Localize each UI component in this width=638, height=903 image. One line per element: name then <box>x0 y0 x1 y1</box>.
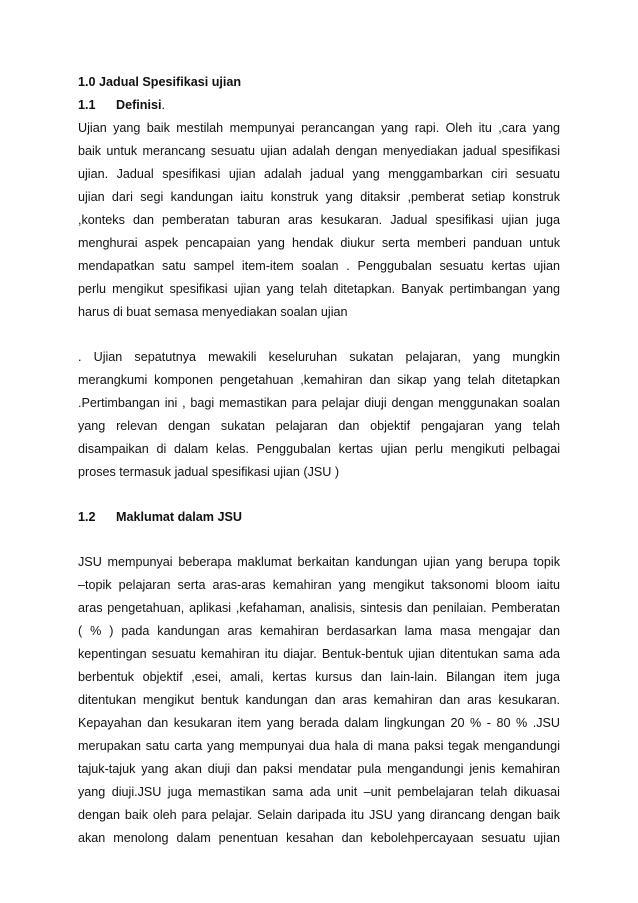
paragraph-line: .Pertimbangan ini , bagi memastikan para pelajar diuji dengan menggunakan soalan <box>78 396 560 410</box>
paragraph-line: ujian. Jadual spesifikasi ujian adalah jadual yang menggambarkan ciri sesuatu <box>78 167 560 181</box>
paragraph-line: –topik pelajaran serta aras-aras kemahiran yang mengikut taksonomi bloom iaitu <box>78 578 560 592</box>
paragraph-line: aras pengetahuan, aplikasi ,kefahaman, analisis, sintesis dan penilaian. Pemberatan <box>78 601 560 615</box>
paragraph-line: kepentingan sesuatu kemahiran itu diajar. Bentuk-bentuk ujian ditentukan sama ada <box>78 647 560 661</box>
paragraph-line: disampaikan di dalam kelas. Penggubalan kertas ujian perlu mengikuti pelbagai <box>78 442 560 456</box>
section-number: 1.2 <box>78 510 96 524</box>
paragraph-line: tajuk-tajuk yang akan diuji dan paksi mendatar pula mengandungi jenis kemahiran <box>78 762 560 776</box>
paragraph-line: berbentuk objektif ,esei, amali, kertas kursus dan lain-lain. Bilangan item juga <box>78 670 560 684</box>
paragraph-line: . Ujian sepatutnya mewakili keseluruhan sukatan pelajaran, yang mungkin <box>78 350 560 364</box>
paragraph-gap <box>78 529 560 551</box>
paragraph-line: Kepayahan dan kesukaran item yang berada dalam lingkungan 20 % - 80 % .JSU <box>78 716 560 730</box>
paragraph-line: ditentukan mengikut bentuk kandungan dan aras kemahiran dan aras kesukaran. <box>78 693 560 707</box>
paragraph-line: mendapatkan satu sampel item-item soalan . Penggubalan sesuatu kertas ujian <box>78 259 560 273</box>
paragraph-line: Ujian yang baik mestilah mempunyai perancangan yang rapi. Oleh itu ,cara yang <box>78 121 560 135</box>
paragraph-line: yang relevan dengan sukatan pelajaran dan objektif pengajaran yang telah <box>78 419 560 433</box>
document-body <box>78 71 560 850</box>
paragraph-line-last: proses termasuk jadual spesifikasi ujian (JSU ) <box>78 465 340 479</box>
page-title: 1.0 Jadual Spesifikasi ujian <box>78 75 242 89</box>
paragraph-line: akan menolong dalam penentuan kesahan dan kebolehpercayaan sesuatu ujian <box>78 831 560 845</box>
paragraph-line: baik untuk merancang sesuatu ujian adalah dengan menyediakan jadual spesifikasi <box>78 144 560 158</box>
section-heading-1-2 <box>78 506 560 529</box>
paragraph-line: ,konteks dan pemberatan taburan aras kesukaran. Jadual spesifikasi ujian juga <box>78 213 560 227</box>
paragraph-line: perlu mengikut spesifikasi ujian yang telah ditetapkan. Banyak pertimbangan yang <box>78 282 560 296</box>
section-label: Maklumat dalam JSU <box>116 510 242 524</box>
paragraph-line: ( % ) pada kandungan aras kemahiran berdasarkan lama masa mengajar dan <box>78 624 560 638</box>
paragraph-line: ujian dari segi kandungan iaitu konstruk yang ditaksir ,pemberat setiap konstruk <box>78 190 560 204</box>
paragraph-line: merangkumi komponen pengetahuan ,kemahiran dan sikap yang telah ditetapkan <box>78 373 560 387</box>
paragraph-line: yang diuji.JSU juga memastikan sama ada unit –unit pembelajaran telah dikuasai <box>78 785 560 799</box>
paragraph-gap <box>78 324 560 346</box>
paragraph-line: menghurai aspek pencapaian yang hendak diukur serta memberi panduan untuk <box>78 236 560 250</box>
paragraph-line-last: harus di buat semasa menyediakan soalan ujian <box>78 305 348 319</box>
section-heading-1-1 <box>78 94 560 117</box>
paragraph-gap <box>78 484 560 506</box>
section-label: Definisi <box>116 98 162 112</box>
paragraph-line: JSU mempunyai beberapa maklumat berkaitan kandungan ujian yang berupa topik <box>78 555 560 569</box>
section-number: 1.1 <box>78 98 96 112</box>
paragraph-line: dengan baik oleh para pelajar. Selain daripada itu JSU yang dirancang dengan baik <box>78 808 560 822</box>
section-label-punct: . <box>161 98 165 112</box>
paragraph-line: merupakan satu carta yang mempunyai dua hala di mana paksi tegak mengandungi <box>78 739 560 753</box>
